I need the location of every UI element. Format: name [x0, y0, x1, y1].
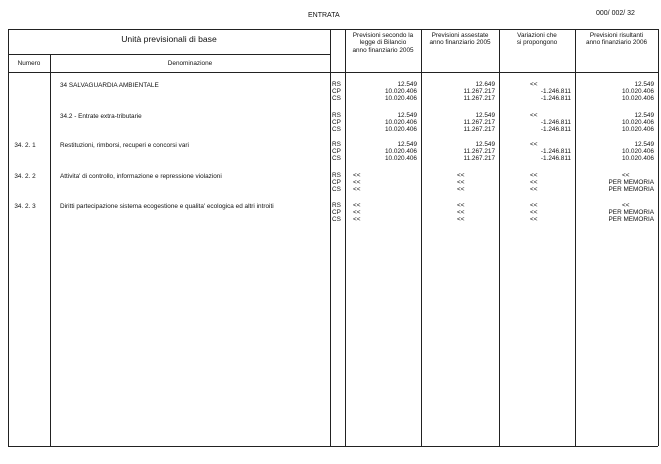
assestate-value: 12.549 — [475, 141, 495, 148]
bilancio-value: 12.549 — [397, 141, 417, 148]
col-prev-bilancio: Previsioni secondo la legge di Bilancio anno finanziario 2005 — [352, 32, 414, 54]
assestate-value: 11.267.217 — [463, 88, 495, 95]
row-type-label: RS — [332, 172, 341, 179]
row-type-label: RS — [332, 202, 341, 209]
col-prev-risultanti: Previsioni risultanti anno finanziario 2006 — [585, 32, 648, 47]
assestate-value: << — [457, 172, 465, 179]
left-border — [8, 29, 9, 446]
page-title: ENTRATA — [308, 12, 340, 19]
variazioni-value: << — [530, 202, 538, 209]
assestate-value: 12.649 — [475, 81, 495, 88]
col-variazioni: Variazioni che si propongono — [516, 32, 558, 47]
table-top-border — [8, 29, 658, 30]
header-bottom-border — [8, 72, 658, 73]
row-denominazione: Restituzioni, rimborsi, recuperi e concorsi vari — [60, 142, 189, 149]
row-type-label: CS — [332, 186, 341, 193]
row-denominazione: Attivita' di controllo, informazione e repressione violazioni — [60, 173, 222, 180]
variazioni-value: -1.246.811 — [540, 148, 571, 155]
variazioni-value: -1.246.811 — [540, 88, 571, 95]
bilancio-value: 10.020.406 — [385, 95, 417, 102]
variazioni-value: << — [530, 216, 538, 223]
risultanti-value: 10.020.406 — [622, 119, 654, 126]
variazioni-value: -1.246.811 — [540, 95, 571, 102]
row-type-label: CP — [332, 179, 341, 186]
risultanti-value: << — [622, 202, 630, 209]
row-type-label: CP — [332, 119, 341, 126]
row-type-label: RS — [332, 141, 341, 148]
page-number: 000/ 002/ 32 — [596, 10, 635, 17]
denominazione-divider — [330, 29, 331, 446]
risultanti-value: 10.020.406 — [622, 95, 654, 102]
bilancio-value: << — [353, 186, 361, 193]
row-numero: 34. 2. 2 — [14, 173, 36, 180]
row-type-label: CP — [332, 209, 341, 216]
bilancio-value: 10.020.406 — [385, 155, 417, 162]
risultanti-value: PER MEMORIA — [608, 186, 654, 193]
numero-divider — [50, 54, 51, 446]
bilancio-value: 10.020.406 — [385, 119, 417, 126]
assestate-value: 11.267.217 — [463, 119, 495, 126]
variazioni-value: << — [530, 112, 538, 119]
col-denominazione: Denominazione — [167, 60, 213, 67]
risultanti-value: 10.020.406 — [622, 88, 654, 95]
assestate-value: << — [457, 186, 465, 193]
bilancio-value: << — [353, 172, 361, 179]
assestate-value: << — [457, 202, 465, 209]
risultanti-value: PER MEMORIA — [608, 216, 654, 223]
row-type-label: CP — [332, 88, 341, 95]
risultanti-value: << — [622, 172, 630, 179]
table-bottom-border — [8, 446, 658, 447]
bilancio-value: << — [353, 216, 361, 223]
risultanti-value: 10.020.406 — [622, 155, 654, 162]
row-type-label: CS — [332, 126, 341, 133]
unita-title: Unità previsionali di base — [121, 34, 217, 44]
bilancio-value: << — [353, 209, 361, 216]
row-type-label: CP — [332, 148, 341, 155]
assestate-value: 11.267.217 — [463, 155, 495, 162]
assestate-value: 11.267.217 — [463, 148, 495, 155]
bilancio-value: 10.020.406 — [385, 148, 417, 155]
row-denominazione: Diritti partecipazione sistema ecogestione e qualita' ecologica ed altri introiti — [60, 203, 274, 210]
risultanti-value: 10.020.406 — [622, 148, 654, 155]
variazioni-value: << — [530, 179, 538, 186]
bilancio-value: << — [353, 179, 361, 186]
bilancio-value: 10.020.406 — [385, 88, 417, 95]
risultanti-value: 12.549 — [634, 112, 654, 119]
col-prev-assestate: Previsioni assestate anno finanziario 2005 — [429, 32, 491, 47]
variazioni-value: -1.246.811 — [540, 119, 571, 126]
bilancio-value: << — [353, 202, 361, 209]
col-numero: Numero — [17, 60, 41, 67]
row-type-label: CS — [332, 155, 341, 162]
row-denominazione: 34.2 - Entrate extra-tributarie — [60, 113, 142, 120]
row-type-label: RS — [332, 81, 341, 88]
assestate-value: 12.549 — [475, 112, 495, 119]
unita-divider — [8, 54, 330, 55]
bilancio-value: 12.549 — [397, 81, 417, 88]
variazioni-value: << — [530, 186, 538, 193]
assestate-value: 11.267.217 — [463, 95, 495, 102]
row-type-label: CS — [332, 216, 341, 223]
row-numero: 34. 2. 3 — [14, 203, 36, 210]
assestate-value: 11.267.217 — [463, 126, 495, 133]
row-type-label: RS — [332, 112, 341, 119]
variazioni-value: << — [530, 81, 538, 88]
row-numero: 34. 2. 1 — [14, 142, 36, 149]
variazioni-value: << — [530, 141, 538, 148]
row-denominazione: 34 SALVAGUARDIA AMBIENTALE — [60, 82, 159, 89]
bilancio-value: 10.020.406 — [385, 126, 417, 133]
risultanti-value: 10.020.406 — [622, 126, 654, 133]
variazioni-value: -1.246.811 — [540, 126, 571, 133]
variazioni-value: << — [530, 172, 538, 179]
assestate-value: << — [457, 216, 465, 223]
assestate-value: << — [457, 179, 465, 186]
risultanti-value: PER MEMORIA — [608, 179, 654, 186]
risultanti-value: 12.549 — [634, 141, 654, 148]
right-border — [658, 29, 659, 446]
assestate-value: << — [457, 209, 465, 216]
row-type-label: CS — [332, 95, 341, 102]
variazioni-value: << — [530, 209, 538, 216]
risultanti-value: PER MEMORIA — [608, 209, 654, 216]
variazioni-value: -1.246.811 — [540, 155, 571, 162]
bilancio-value: 12.549 — [397, 112, 417, 119]
risultanti-value: 12.549 — [634, 81, 654, 88]
